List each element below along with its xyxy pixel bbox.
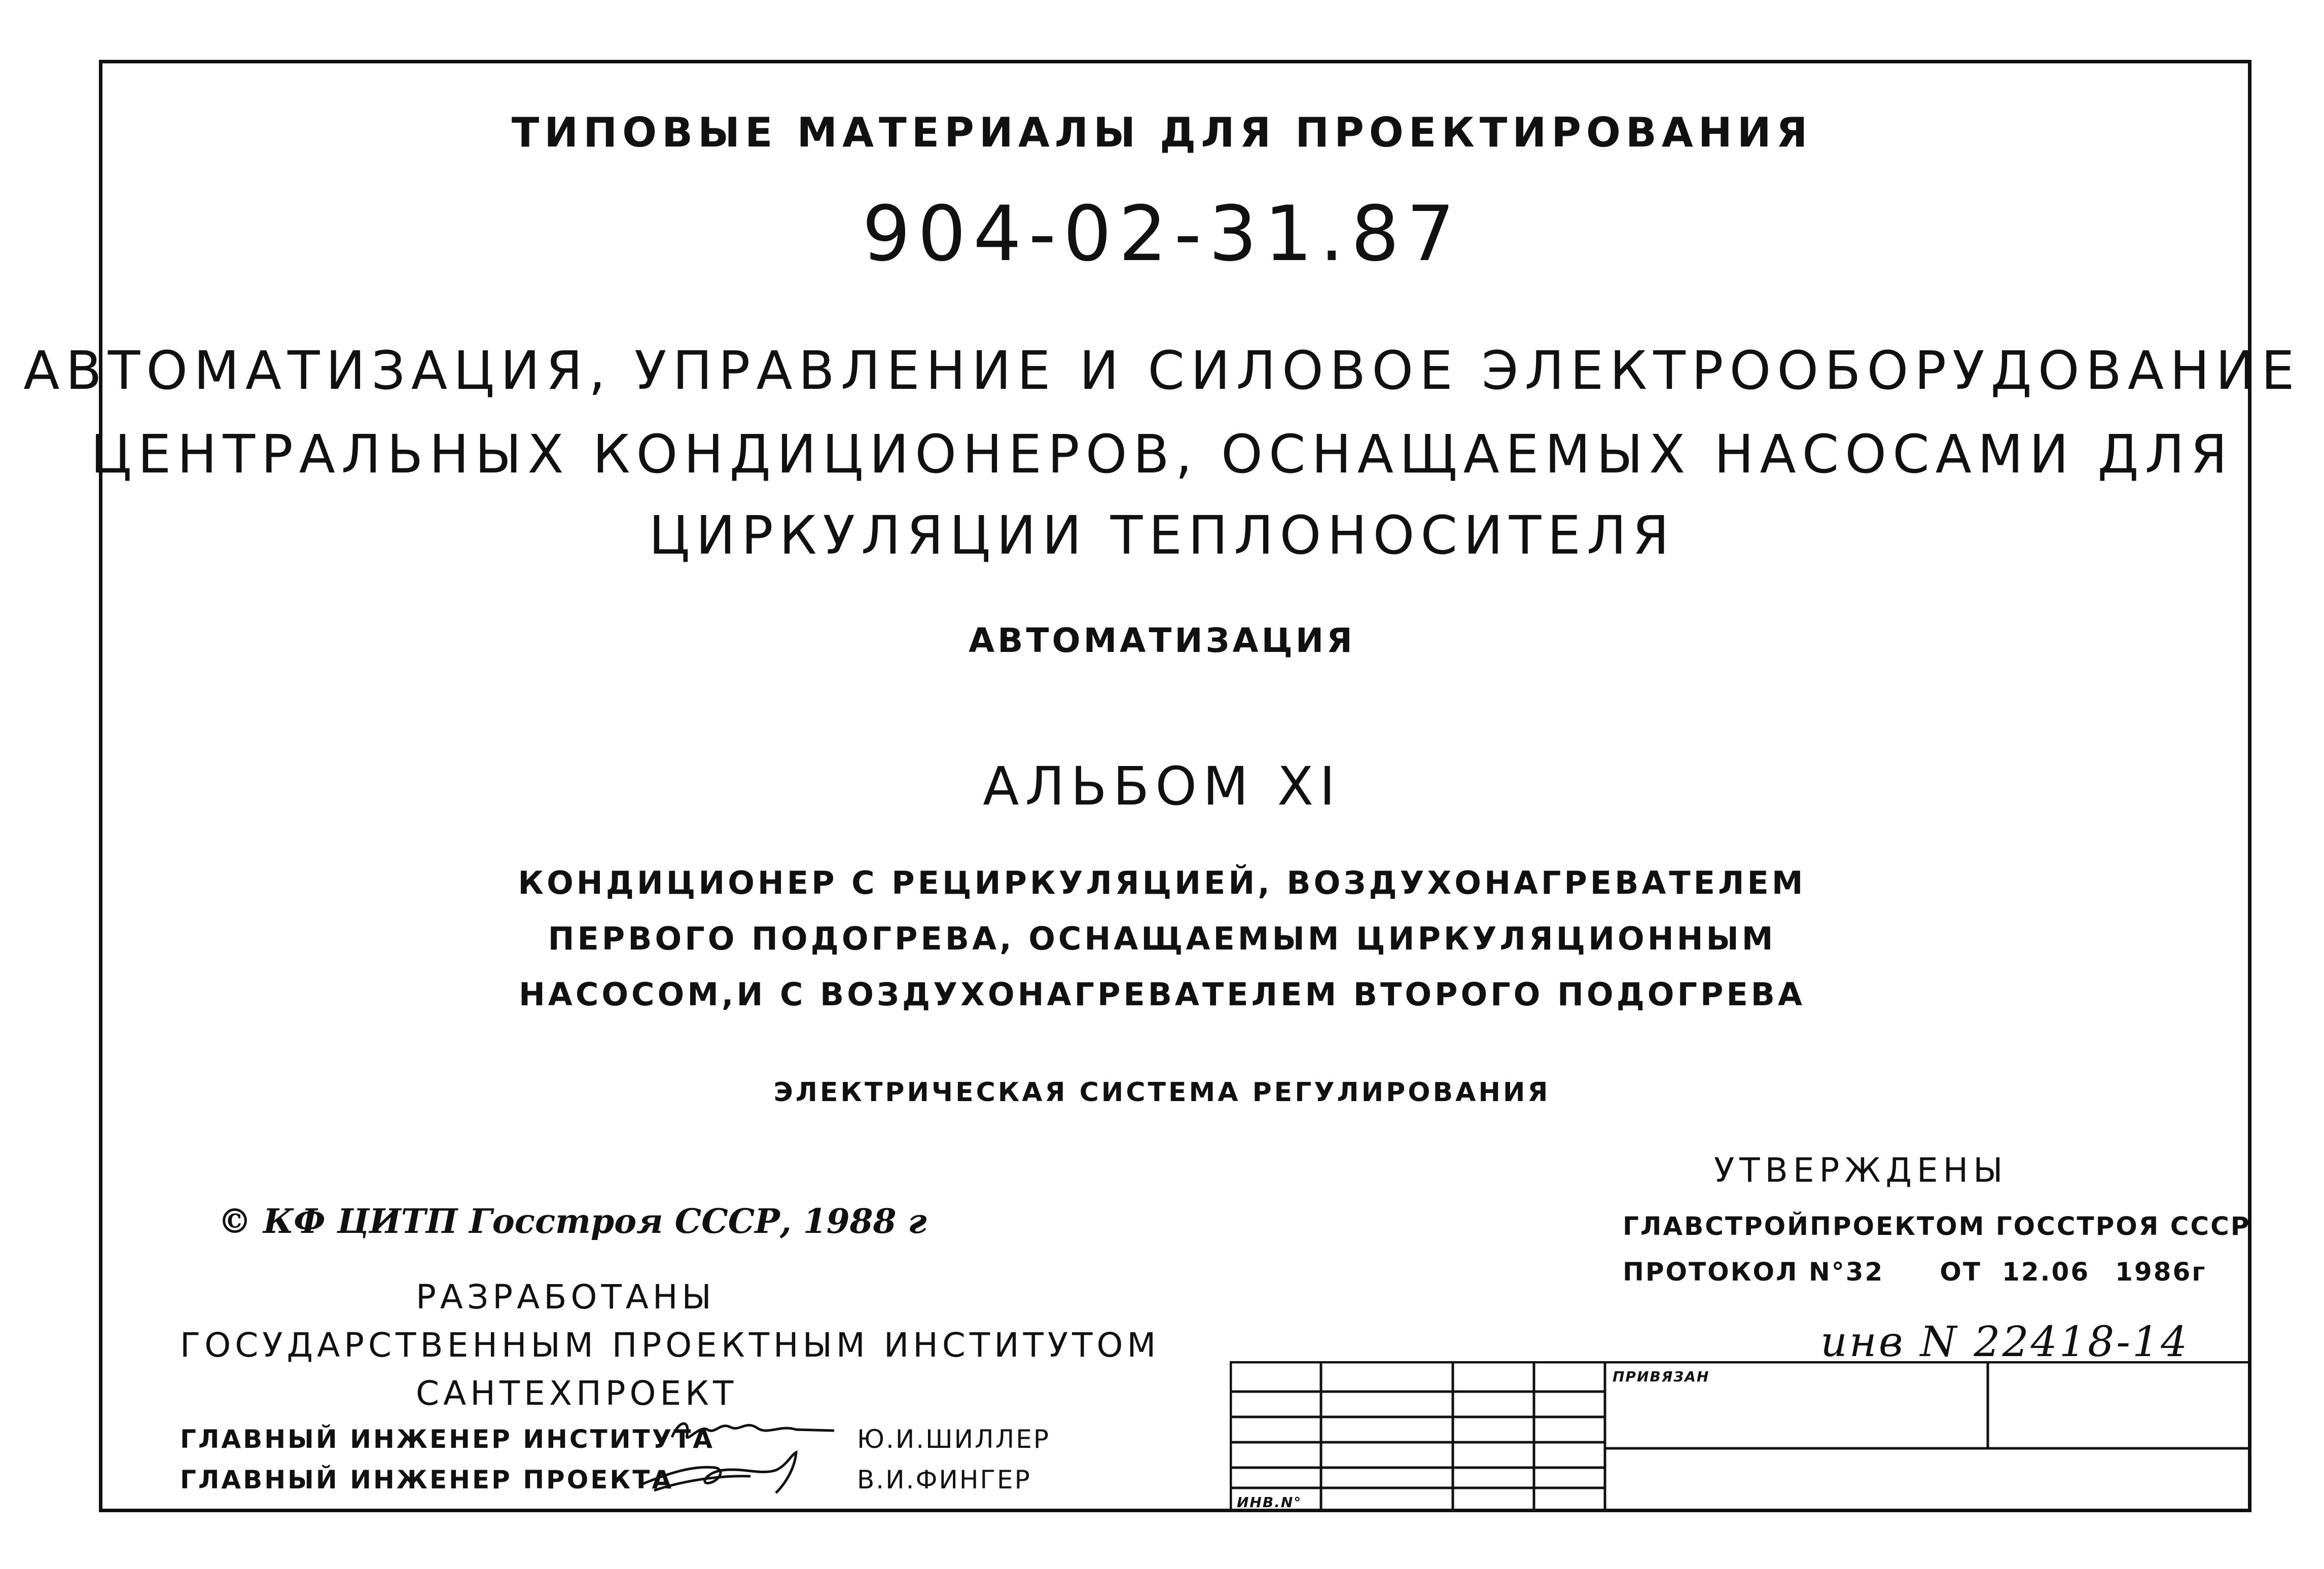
chief-engineer-institute-label: ГЛАВНЫЙ ИНЖЕНЕР ИНСТИТУТА (180, 1425, 715, 1454)
approved-title: УТВЕРЖДЕНЫ (1714, 1151, 2008, 1190)
description-line-3: НАСОСОМ,И С ВОЗДУХОНАГРЕВАТЕЛЕМ ВТОРОГО ПОДОГРЕВА (518, 976, 1806, 1013)
handwritten-inventory-number: инв N 22418-14 (1820, 1318, 2190, 1366)
section-title: АВТОМАТИЗАЦИЯ (969, 621, 1355, 660)
chief-engineer-project-name: В.И.ФИНГЕР (857, 1465, 1031, 1494)
signature-chief-engineer-project (634, 1445, 827, 1501)
stamp-privyazan-label: ПРИВЯЗАН (1613, 1368, 1710, 1385)
stamp-inventory-label: ИНВ.N° (1237, 1494, 1302, 1511)
title-block-stamp (1230, 1361, 2251, 1512)
chief-engineer-project-label: ГЛАВНЫЙ ИНЖЕНЕР ПРОЕКТА (180, 1465, 674, 1494)
protocol-number: ПРОТОКОЛ N°32 (1623, 1257, 1884, 1287)
stamp-grid (1230, 1361, 2251, 1512)
system-title: ЭЛЕКТРИЧЕСКАЯ СИСТЕМА РЕГУЛИРОВАНИЯ (773, 1077, 1551, 1108)
copyright-note: © КФ ЦИТП Госстроя СССР, 1988 г (218, 1201, 927, 1241)
developer-org-line-1: ГОСУДАРСТВЕННЫМ ПРОЕКТНЫМ ИНСТИТУТОМ (180, 1326, 1160, 1365)
chief-engineer-institute-name: Ю.И.ШИЛЛЕР (857, 1425, 1050, 1454)
album-title: АЛЬБОМ XI (983, 755, 1341, 817)
series-title: ТИПОВЫЕ МАТЕРИАЛЫ ДЛЯ ПРОЕКТИРОВАНИЯ (511, 109, 1813, 156)
main-title-line-1: АВТОМАТИЗАЦИЯ, УПРАВЛЕНИЕ И СИЛОВОЕ ЭЛЕКТРООБОРУДОВАНИЕ (23, 340, 2301, 402)
approved-by: ГЛАВСТРОЙПРОЕКТОМ ГОССТРОЯ СССР (1623, 1212, 2251, 1241)
developed-label: РАЗРАБОТАНЫ (416, 1278, 716, 1317)
main-title-line-2: ЦЕНТРАЛЬНЫХ КОНДИЦИОНЕРОВ, ОСНАЩАЕМЫХ НАСОСАМИ ДЛЯ (90, 423, 2234, 485)
protocol-date: 12.06 (2001, 1257, 2090, 1287)
protocol-from: ОТ (1940, 1257, 1982, 1287)
developer-org-line-2: САНТЕХПРОЕКТ (416, 1374, 738, 1413)
description-line-2: ПЕРВОГО ПОДОГРЕВА, ОСНАЩАЕМЫМ ЦИРКУЛЯЦИОННЫМ (548, 920, 1776, 957)
main-title-line-3: ЦИРКУЛЯЦИИ ТЕПЛОНОСИТЕЛЯ (649, 504, 1675, 566)
signature-chief-engineer-institute (669, 1409, 837, 1450)
approval-protocol (1623, 1257, 2206, 1287)
protocol-year: 1986г (2115, 1257, 2207, 1287)
description-line-1: КОНДИЦИОНЕР С РЕЦИРКУЛЯЦИЕЙ, ВОЗДУХОНАГРЕВАТЕЛЕМ (518, 864, 1806, 901)
document-code: 904-02-31.87 (862, 190, 1462, 278)
